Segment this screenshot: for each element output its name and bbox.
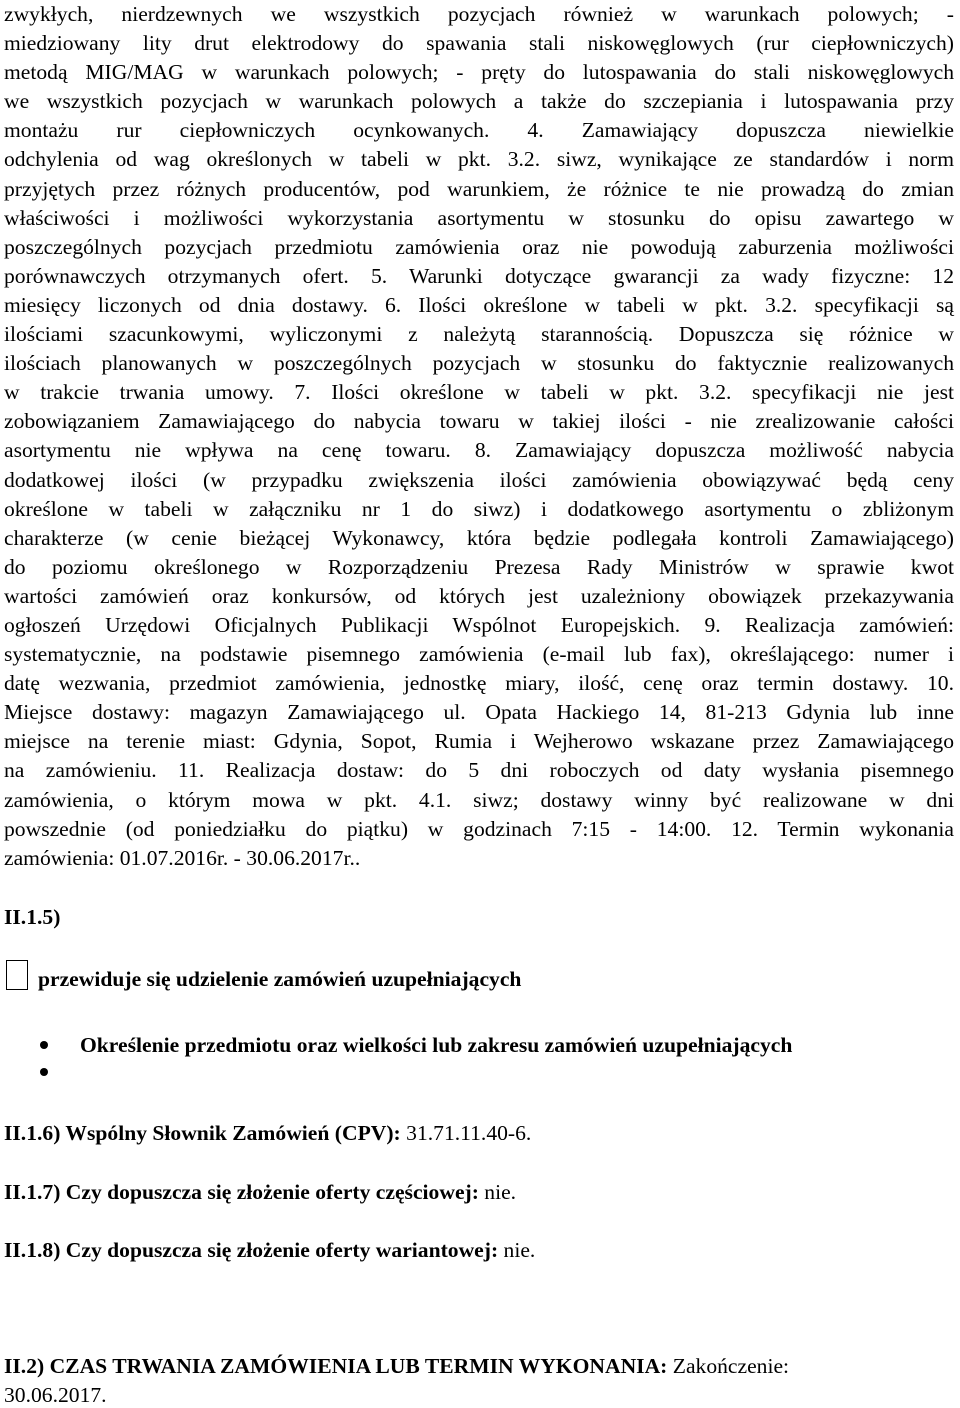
partial-offer-label: II.1.7) Czy dopuszcza się złożenie oferty częściowej:: [4, 1180, 479, 1204]
body-line: odchylenia od wag określonych w tabeli w pkt. 3.2. siwz, wynikające ze standardów i norm: [4, 147, 954, 172]
body-line: określone w tabeli w załączniku nr 1 do siwz) i dodatkowego asortymentu o zbliżonym: [4, 496, 954, 521]
body-line: poszczególnych pozycjach przedmiotu zamówienia oraz nie powodują zaburzenia możliwości: [4, 234, 954, 259]
body-line: na zamówieniu. 11. Realizacja dostaw: do 5 dni roboczych od daty wysłania pisemnego: [4, 758, 954, 783]
body-line: miejsce na terenie miast: Gdynia, Sopot, Rumia i Wejherowo wskazane przez Zamawiającego: [4, 729, 954, 754]
body-line: we wszystkich pozycjach w warunkach polowych a także do szczepiania i lutospawania przy: [4, 89, 954, 114]
variant-offer-value: nie.: [498, 1238, 536, 1262]
body-line: metodą MIG/MAG w warunkach polowych; - pręty do lutospawania do stali niskowęglowych: [4, 60, 954, 85]
body-line: asortymentu nie wpływa na cenę towaru. 8. Zamawiający dopuszcza możliwość nabycia: [4, 438, 954, 463]
body-line: wartości zamówień oraz konkursów, od których jest uzależniony obowiązek przekazywania: [4, 583, 954, 608]
body-line: datę wezwania, przedmiot zamówienia, jednostkę miary, ilość, cenę oraz termin dostawy. 10.: [4, 671, 954, 696]
duration-value: Zakończenie:: [667, 1354, 790, 1378]
body-line: miedziowany lity drut elektrodowy do spawania stali niskowęglowych (rur ciepłowniczych): [4, 31, 954, 56]
duration-label: II.2) CZAS TRWANIA ZAMÓWIENIA LUB TERMIN WYKONANIA:: [4, 1354, 668, 1378]
checkbox-supplementary-orders[interactable]: [6, 960, 28, 990]
variant-offer-line: [4, 1237, 535, 1263]
body-line: systematycznie, na podstawie pisemnego zamówienia (e-mail lub fax), określającego: numer i: [4, 642, 954, 667]
body-line: zobowiązaniem Zamawiającego do nabycia towaru w takiej ilości - nie zrealizowanie całości: [4, 409, 954, 434]
cpv-line: [4, 1120, 531, 1146]
body-line: miesięcy liczonych od dnia dostawy. 6. Ilości określone w tabeli w pkt. 3.2. specyfikacji są: [4, 292, 954, 317]
partial-offer-value: nie.: [478, 1180, 517, 1204]
duration-line: [4, 1353, 789, 1379]
body-line: dodatkowej ilości (w przypadku zwiększenia ilości zamówienia obowiązywać będą ceny: [4, 467, 954, 492]
cpv-value: 31.71.11.40-6.: [400, 1121, 532, 1145]
body-line: powszednie (od poniedziałku do piątku) w godzinach 7:15 - 14:00. 12. Termin wykonania: [4, 816, 954, 841]
body-line: ilościach planowanych w poszczególnych pozycjach w stosunku do faktycznie realizowanych: [4, 351, 954, 376]
bullet-item-scope: Określenie przedmiotu oraz wielkości lub zakresu zamówień uzupełniających: [80, 1033, 793, 1057]
bullet-icon: [40, 1068, 48, 1076]
bullet-icon: [40, 1041, 48, 1049]
body-line: w trakcie trwania umowy. 7. Ilości określone w tabeli w pkt. 3.2. specyfikacji nie jest: [4, 380, 954, 405]
body-line: ogłoszeń Urzędowi Oficjalnych Publikacji Wspólnot Europejskich. 9. Realizacja zamówień:: [4, 612, 954, 637]
body-line: zamówienia: 01.07.2016r. - 30.06.2017r..: [4, 845, 361, 870]
body-line: właściwości i możliwości wykorzystania asortymentu w stosunku do opisu zawartego w: [4, 205, 954, 230]
cpv-label: II.1.6) Wspólny Słownik Zamówień (CPV):: [4, 1121, 401, 1145]
section-heading-ii15: II.1.5): [4, 905, 61, 929]
body-line: charakterze (w cenie bieżącej Wykonawcy, która będzie podlegała kontroli Zamawiającego): [4, 525, 954, 550]
body-line: zwykłych, nierdzewnych we wszystkich pozycjach również w warunkach polowych; -: [4, 2, 954, 26]
body-line: montażu rur ciepłowniczych ocynkowanych. 4. Zamawiający dopuszcza niewielkie: [4, 118, 954, 143]
body-line: zamówienia, o którym mowa w pkt. 4.1. siwz; dostawy winny być realizowane w dni: [4, 787, 954, 812]
body-line: porównawczych otrzymanych ofert. 5. Warunki dotyczące gwarancji za wady fizyczne: 12: [4, 263, 954, 288]
partial-offer-line: [4, 1179, 516, 1205]
duration-date: 30.06.2017.: [4, 1383, 107, 1407]
body-line: ilościami szacunkowymi, wyliczonymi z należytą starannością. Dopuszcza się różnice w: [4, 322, 954, 347]
checkbox-label: przewiduje się udzielenie zamówień uzupełniających: [38, 967, 522, 991]
body-line: przyjętych przez różnych producentów, pod warunkiem, że różnice te nie prowadzą do zmian: [4, 176, 954, 201]
variant-offer-label: II.1.8) Czy dopuszcza się złożenie oferty wariantowej:: [4, 1238, 499, 1262]
body-line: Miejsce dostawy: magazyn Zamawiającego ul. Opata Hackiego 14, 81-213 Gdynia lub inne: [4, 700, 954, 725]
body-line: do poziomu określonego w Rozporządzeniu Prezesa Rady Ministrów w sprawie kwot: [4, 554, 954, 579]
body-paragraph: [4, 0, 954, 873]
